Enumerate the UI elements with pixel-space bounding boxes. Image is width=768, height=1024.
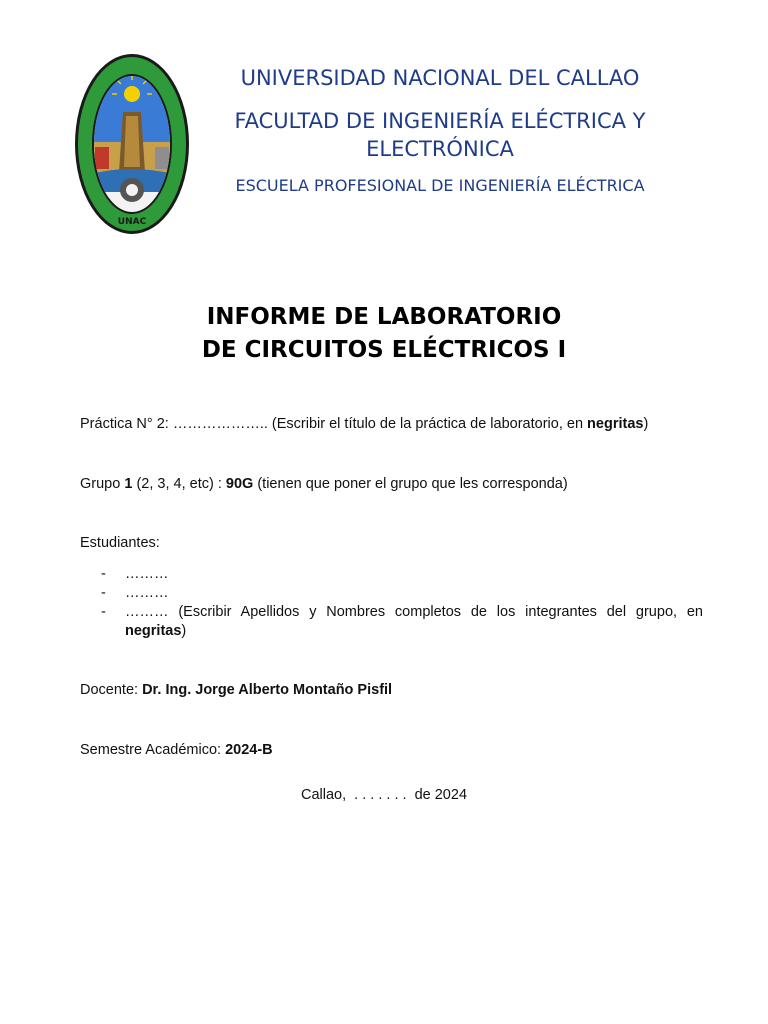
seal-bottom-text: UNAC [117,217,147,227]
list-item-text: ……… [125,566,169,582]
date-line: Callao, . . . . . . . de 2024 [300,787,468,803]
list-dash: - [101,585,106,601]
grupo-value: 90G [225,476,254,492]
docente-line [80,682,392,698]
faculty-name: FACULTAD DE INGENIERÍA ELÉCTRICA Y ELECTRÓNICA [234,109,646,161]
grupo-label: Grupo [80,476,125,492]
practica-bold: negritas [587,416,644,432]
semestre-line [80,742,273,758]
faculty-logo [73,52,191,236]
list-item [101,565,703,584]
grupo-line [80,476,568,492]
practica-prefix: Práctica N° 2: ……………….. (Escribir el título de la práctica de laboratorio, en [80,416,588,432]
list-item [101,603,703,641]
docente-label: Docente: [80,682,143,698]
university-name: UNIVERSIDAD NACIONAL DEL CALLAO [240,66,640,90]
list-item-bold: negritas [125,623,182,639]
list-dash: - [101,604,106,620]
report-title-line2: DE CIRCUITOS ELÉCTRICOS I [201,337,567,363]
estudiantes-list [101,565,703,641]
semestre-label: Semestre Académico: [80,742,226,758]
list-item-suffix: ) [181,623,187,639]
faculty-seal-icon [73,52,191,236]
list-item-text: ……… [125,585,169,601]
list-dash: - [101,566,106,582]
semestre-value: 2024-B [225,742,273,758]
docente-value: Dr. Ing. Jorge Alberto Montaño Pisfil [142,682,393,698]
grupo-hint: (2, 3, 4, etc) : [132,476,226,492]
grupo-note: (tienen que poner el grupo que les corresponda) [253,476,568,492]
report-title [0,301,768,367]
practica-suffix: ) [643,416,649,432]
grupo-num: 1 [124,476,133,492]
school-name: ESCUELA PROFESIONAL DE INGENIERÍA ELÉCTRICA [235,176,645,195]
list-item-text: ……… (Escribir Apellidos y Nombres completos de los integrantes del grupo, en [125,604,703,620]
practica-line [80,416,648,432]
report-title-line1: INFORME DE LABORATORIO [206,304,562,330]
estudiantes-label: Estudiantes: [80,535,160,551]
list-item [101,584,703,603]
